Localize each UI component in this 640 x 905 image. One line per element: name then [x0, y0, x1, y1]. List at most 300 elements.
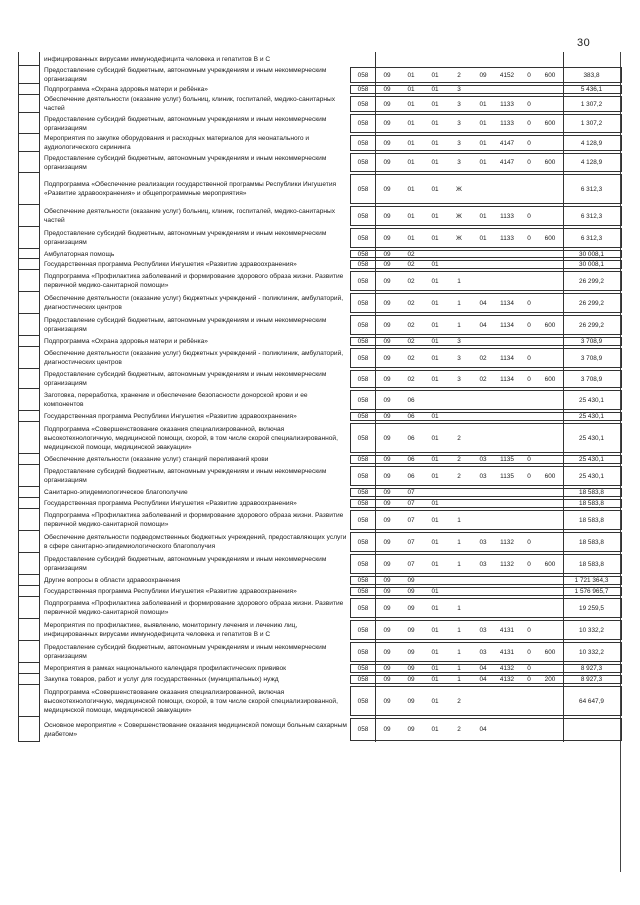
row-description-text: Мероприятия в рамках национального календаря профилактических прививок: [44, 665, 287, 672]
row-description: [44, 95, 348, 113]
cell-sum: 5 436,1: [563, 84, 621, 95]
cell-p2: [447, 498, 471, 509]
cell-p1: 01: [431, 413, 439, 420]
cell-vr: [539, 531, 561, 553]
cell-p2: 1: [457, 277, 461, 285]
cell-vr: [539, 685, 561, 717]
cell-p2: 2: [457, 434, 461, 442]
cell-p4: 1134: [500, 375, 514, 383]
row-marker-cell: [18, 454, 40, 465]
cell-p2: Ж: [456, 212, 462, 220]
cell-p5: [519, 422, 539, 454]
cell-prz: 07: [407, 500, 415, 507]
row-marker-cell: [18, 422, 40, 454]
cell-prz: 01: [407, 86, 415, 93]
cell-rz: 09: [383, 456, 391, 463]
cell-code: 058: [351, 487, 376, 498]
table-row: [18, 487, 620, 498]
row-description-text: Санитарно-эпидемиологическое благополучие: [44, 489, 188, 496]
cell-vr: 600: [544, 560, 556, 568]
cell-p5: 0: [527, 626, 531, 634]
table-row: [18, 717, 620, 742]
row-description-text: Подпрограмма «Охрана здоровья матери и ребёнка»: [44, 86, 208, 93]
cell-p2: 3: [457, 159, 461, 166]
table-row: [18, 465, 620, 487]
cell-p5: 0: [527, 354, 531, 362]
cell-prz: 06: [407, 472, 415, 480]
table-row: [18, 422, 620, 454]
cell-p5: [519, 685, 539, 717]
cell-vr: [539, 249, 561, 259]
cell-vr: [539, 586, 561, 597]
cell-code: 058: [351, 205, 376, 227]
cell-p1: 01: [431, 726, 439, 733]
cell-vr: [539, 259, 561, 270]
cell-prz: 01: [407, 212, 415, 220]
row-description-text: Подпрограмма «Профилактика заболеваний и формирование здорового образа жизни. Развитие первичной медико-санитарной помощи»: [44, 600, 344, 616]
cell-prz: 02: [407, 299, 415, 307]
cell-p3: [471, 487, 495, 498]
cell-rz: [375, 52, 399, 66]
cell-prz: 02: [407, 338, 415, 345]
cell-sum: 18 583,8: [563, 498, 621, 509]
cell-p4: 4131: [499, 648, 515, 656]
cell-p5: [519, 575, 539, 586]
cell-p4: 1133: [500, 120, 514, 127]
cell-rz: 09: [383, 299, 391, 307]
cell-p4: [495, 586, 519, 597]
cell-rz: 09: [383, 321, 391, 329]
cell-p3: [471, 575, 495, 586]
table-row: [18, 369, 620, 389]
cell-p3: 04: [479, 299, 487, 307]
row-description-text: Государственная программа Республики Ингушетия «Развитие здравоохранения»: [44, 413, 297, 420]
row-description: [44, 259, 348, 270]
table-row: [18, 205, 620, 227]
cell-p1: 01: [431, 299, 439, 307]
cell-p1: 01: [431, 139, 439, 147]
row-description: [44, 336, 348, 347]
cell-p2: 3: [457, 120, 461, 127]
table-row: [18, 52, 620, 66]
row-marker-cell: [18, 575, 40, 586]
cell-p2: 3: [457, 100, 461, 108]
cell-p3: 01: [479, 159, 487, 166]
cell-prz: 01: [407, 71, 415, 79]
row-description: [44, 66, 348, 84]
cell-p5: [519, 389, 539, 411]
table-row: [18, 575, 620, 586]
page-number: 30: [577, 37, 591, 49]
cell-code: 058: [351, 575, 376, 586]
cell-sum: 6 312,3: [563, 227, 621, 249]
row-marker-cell: [18, 509, 40, 531]
table-row: [18, 586, 620, 597]
cell-code: 058: [351, 685, 376, 717]
table-row: [18, 134, 620, 152]
cell-p1: [423, 487, 447, 498]
cell-p5: 0: [527, 456, 531, 463]
cell-p2: [447, 52, 471, 66]
cell-p1: 01: [431, 665, 439, 672]
row-description: [44, 52, 348, 66]
cell-p5: 0: [527, 159, 531, 166]
row-description: [44, 575, 348, 586]
cell-code: 058: [351, 553, 376, 575]
table-row: [18, 336, 620, 347]
cell-rz: 09: [383, 234, 391, 242]
cell-p5: 0: [527, 665, 531, 672]
cell-rz: 09: [383, 100, 391, 108]
cell-sum: 25 430,1: [563, 465, 621, 487]
cell-p3: [471, 509, 495, 531]
cell-p5: 0: [527, 139, 531, 147]
row-marker-cell: [18, 134, 40, 152]
cell-sum: 1 721 364,3: [563, 575, 621, 586]
row-marker-cell: [18, 270, 40, 292]
cell-p3: 02: [479, 354, 487, 362]
row-marker-cell: [18, 487, 40, 498]
cell-vr: 600: [544, 71, 556, 79]
row-marker-cell: [18, 685, 40, 717]
table-row: [18, 347, 620, 369]
row-description-text: Обеспечение деятельности (оказание услуг) бюджетных учреждений - поликлиник, амбулаторий, диагностических центров: [44, 295, 344, 311]
cell-p4: [495, 173, 519, 205]
cell-vr: [539, 663, 561, 674]
cell-p4: [495, 389, 519, 411]
table-row: [18, 227, 620, 249]
cell-p5: 0: [527, 676, 531, 683]
cell-rz: 09: [383, 261, 391, 268]
row-description-text: Обеспечение деятельности (оказание услуг) бюджетных учреждений - поликлиник, амбулаторий, диагностических центров: [44, 350, 344, 366]
row-marker-cell: [18, 498, 40, 509]
row-description-text: Предоставление субсидий бюджетным, автономным учреждениям и иным некоммерческим организациям: [44, 115, 327, 132]
row-description-text: Подпрограмма «Охрана здоровья матери и ребёнка»: [44, 338, 208, 345]
cell-p1: 01: [431, 456, 439, 463]
cell-p3: [471, 586, 495, 597]
cell-p5: [519, 509, 539, 531]
cell-p5: 0: [527, 472, 531, 480]
cell-p1: 01: [431, 86, 439, 93]
cell-code: 058: [351, 641, 376, 663]
table-row: [18, 663, 620, 674]
row-description: [44, 586, 348, 597]
cell-vr: [539, 52, 561, 66]
table-row: [18, 66, 620, 84]
cell-p2: [447, 487, 471, 498]
row-marker-cell: [18, 717, 40, 742]
row-marker-cell: [18, 84, 40, 95]
cell-code: 058: [351, 259, 376, 270]
cell-rz: 09: [383, 489, 391, 496]
cell-sum: 18 583,8: [563, 553, 621, 575]
cell-rz: 09: [383, 212, 391, 220]
cell-rz: 09: [383, 697, 391, 705]
row-description-text: Государственная программа Республики Ингушетия «Развитие здравоохранения»: [44, 588, 297, 595]
cell-vr: [539, 173, 561, 205]
cell-code: 058: [351, 270, 376, 292]
table-row: [18, 113, 620, 134]
cell-prz: [399, 52, 423, 66]
cell-prz: 01: [407, 185, 415, 193]
cell-p5: 0: [527, 299, 531, 307]
table-row: [18, 498, 620, 509]
cell-prz: 09: [407, 676, 415, 683]
cell-p2: [447, 586, 471, 597]
cell-p5: [519, 84, 539, 95]
cell-p1: [423, 249, 447, 259]
table-row: [18, 95, 620, 113]
cell-p4: 1134: [500, 354, 514, 362]
row-marker-cell: [18, 465, 40, 487]
cell-sum: 8 927,3: [563, 663, 621, 674]
table-row: [18, 249, 620, 259]
cell-p5: [519, 336, 539, 347]
cell-p2: 2: [457, 726, 461, 733]
row-description: [44, 531, 348, 553]
cell-vr: [539, 270, 561, 292]
cell-p5: [519, 270, 539, 292]
row-description: [44, 314, 348, 336]
row-description: [44, 389, 348, 411]
row-description: [44, 663, 348, 674]
cell-sum: 1 576 965,7: [563, 586, 621, 597]
cell-p3: 01: [479, 100, 487, 108]
cell-sum: 4 128,9: [563, 152, 621, 173]
cell-vr: [539, 619, 561, 641]
cell-p2: [447, 259, 471, 270]
cell-code: 058: [351, 422, 376, 454]
cell-p5: [519, 52, 539, 66]
cell-rz: 09: [383, 588, 391, 595]
row-marker-cell: [18, 292, 40, 314]
cell-code: 058: [351, 531, 376, 553]
row-marker-cell: [18, 641, 40, 663]
cell-p5: [519, 586, 539, 597]
cell-sum: [563, 717, 621, 742]
cell-p2: [447, 575, 471, 586]
cell-prz: 01: [407, 234, 415, 242]
row-description: [44, 597, 348, 619]
cell-vr: [539, 498, 561, 509]
cell-rz: 09: [383, 500, 391, 507]
row-marker-cell: [18, 259, 40, 270]
cell-p4: 4132: [499, 665, 515, 672]
row-description: [44, 619, 348, 641]
cell-code: 058: [351, 717, 376, 742]
cell-p2: 3: [457, 86, 461, 93]
cell-p2: Ж: [456, 185, 462, 193]
cell-p3: [471, 685, 495, 717]
cell-rz: 09: [383, 159, 391, 166]
row-description-text: Предоставление субсидий бюджетным, автономным учреждениям и иным некоммерческим организациям: [44, 67, 327, 83]
row-description: [44, 205, 348, 227]
cell-rz: 09: [383, 139, 391, 147]
cell-p4: [495, 52, 519, 66]
cell-p1: 01: [431, 71, 439, 79]
cell-prz: 09: [407, 648, 415, 656]
row-description: [44, 292, 348, 314]
cell-p4: [495, 422, 519, 454]
cell-sum: 6 312,3: [563, 173, 621, 205]
cell-p3: [471, 389, 495, 411]
cell-rz: 09: [383, 396, 391, 404]
cell-p1: 01: [431, 648, 439, 656]
cell-rz: 09: [383, 338, 391, 345]
cell-prz: 02: [407, 261, 415, 268]
cell-p1: 01: [431, 338, 439, 345]
cell-p3: 03: [479, 626, 487, 634]
cell-prz: 06: [407, 396, 415, 404]
cell-p3: 01: [479, 234, 487, 242]
cell-p3: [471, 498, 495, 509]
cell-p3: 02: [479, 375, 487, 383]
cell-p4: 1132: [500, 538, 514, 546]
cell-p3: [471, 270, 495, 292]
cell-prz: 07: [407, 489, 415, 496]
cell-code: [351, 52, 376, 66]
row-description: [44, 454, 348, 465]
cell-p3: 04: [479, 726, 487, 733]
cell-p1: 01: [431, 159, 439, 166]
cell-prz: 02: [407, 375, 415, 383]
row-marker-cell: [18, 674, 40, 685]
cell-p1: [423, 52, 447, 66]
cell-p3: 01: [479, 120, 487, 127]
cell-prz: 09: [407, 697, 415, 705]
cell-p1: 01: [431, 434, 439, 442]
row-marker-cell: [18, 619, 40, 641]
row-description: [44, 685, 348, 717]
cell-vr: 600: [544, 472, 556, 480]
cell-p1: 01: [431, 676, 439, 683]
row-description: [44, 498, 348, 509]
cell-p3: 03: [479, 456, 487, 463]
cell-code: 058: [351, 369, 376, 389]
cell-p5: [519, 249, 539, 259]
cell-p5: 0: [527, 538, 531, 546]
row-description-text: Обеспечение деятельности (оказание услуг) больниц, клиник, госпиталей, медико-санитарных частей: [44, 208, 336, 224]
table-row: [18, 173, 620, 205]
cell-p2: 2: [457, 456, 461, 463]
row-marker-cell: [18, 586, 40, 597]
cell-code: 058: [351, 498, 376, 509]
cell-p3: 03: [479, 648, 487, 656]
cell-sum: 3 708,9: [563, 369, 621, 389]
cell-p4: 4147: [499, 159, 515, 166]
row-marker-cell: [18, 205, 40, 227]
row-description-text: Подпрограмма «Профилактика заболеваний и формирование здорового образа жизни. Развитие первичной медико-санитарной помощи»: [44, 273, 344, 289]
row-description: [44, 249, 348, 259]
table-row: [18, 292, 620, 314]
cell-p5: 0: [527, 120, 531, 127]
cell-p1: 01: [431, 500, 439, 507]
row-description-text: Мероприятия по профилактике, выявлению, мониторингу лечения и лечению лиц, инфицированных вирусами иммунодефицита человека и гепатитов В и С: [44, 622, 298, 638]
row-marker-cell: [18, 314, 40, 336]
cell-p5: [519, 487, 539, 498]
row-description-text: Предоставление субсидий бюджетным, автономным учреждениям и иным некоммерческим организациям: [44, 317, 327, 333]
cell-p2: 1: [457, 321, 461, 329]
cell-p5: [519, 597, 539, 619]
cell-p4: 1132: [500, 560, 514, 568]
cell-p4: [495, 487, 519, 498]
row-marker-cell: [18, 113, 40, 134]
cell-vr: [539, 84, 561, 95]
cell-rz: 09: [383, 626, 391, 634]
cell-p1: [423, 575, 447, 586]
cell-p4: 4147: [499, 139, 515, 147]
table-row: [18, 674, 620, 685]
cell-p3: [471, 336, 495, 347]
cell-vr: [539, 389, 561, 411]
cell-p1: [423, 389, 447, 411]
table-row: [18, 553, 620, 575]
cell-code: 058: [351, 454, 376, 465]
cell-prz: 01: [407, 139, 415, 147]
cell-sum: 6 312,3: [563, 205, 621, 227]
row-description: [44, 674, 348, 685]
cell-sum: 30 008,1: [563, 259, 621, 270]
cell-prz: 01: [407, 120, 415, 127]
cell-prz: 06: [407, 456, 415, 463]
cell-code: 058: [351, 586, 376, 597]
cell-p1: 01: [431, 354, 439, 362]
cell-sum: 1 307,2: [563, 95, 621, 113]
table-row: [18, 531, 620, 553]
cell-code: 058: [351, 84, 376, 95]
cell-p4: [495, 597, 519, 619]
cell-prz: 09: [407, 665, 415, 672]
cell-sum: 30 008,1: [563, 249, 621, 259]
cell-vr: 600: [544, 120, 556, 127]
table-row: [18, 259, 620, 270]
cell-p2: 3: [457, 139, 461, 147]
cell-p1: 01: [431, 120, 439, 127]
cell-p5: 0: [527, 648, 531, 656]
row-description-text: Государственная программа Республики Ингушетия «Развитие здравоохранения»: [44, 500, 297, 507]
cell-prz: 01: [407, 159, 415, 166]
row-marker-cell: [18, 95, 40, 113]
cell-vr: 600: [544, 159, 556, 166]
cell-p3: [471, 52, 495, 66]
cell-p4: [495, 336, 519, 347]
cell-p4: [495, 411, 519, 422]
cell-prz: 02: [407, 354, 415, 362]
row-description-text: Подпрограмма «Обеспечение реализации государственной программы Республики Ингушетия «Развитие здравоохранения» и общепрограммные мероприятия»: [44, 181, 337, 197]
row-description: [44, 84, 348, 95]
cell-p4: 4132: [499, 676, 515, 683]
cell-rz: 09: [383, 676, 391, 683]
cell-p5: 0: [527, 100, 531, 108]
cell-p5: 0: [527, 321, 531, 329]
cell-p4: [495, 259, 519, 270]
cell-vr: 200: [544, 676, 556, 683]
row-description-text: Предоставление субсидий бюджетным, автономным учреждениям и иным некоммерческим организациям: [44, 468, 327, 484]
cell-p2: 1: [457, 665, 461, 672]
cell-p1: 01: [431, 560, 439, 568]
cell-sum: 8 927,3: [563, 674, 621, 685]
cell-rz: 09: [383, 185, 391, 193]
cell-sum: 18 583,8: [563, 487, 621, 498]
cell-prz: 09: [407, 604, 415, 612]
row-description-text: Подпрограмма «Совершенствование оказания специализированной, включая высокотехнологичную, медицинской помощи, скорой, в том числе скорой специализированной, медицинской помощи, медицинской эвакуации»: [44, 688, 338, 714]
cell-p2: 3: [457, 354, 461, 362]
cell-code: 058: [351, 674, 376, 685]
cell-p5: [519, 717, 539, 742]
cell-p4: [495, 575, 519, 586]
row-description-text: Обеспечение деятельности (оказание услуг) больниц, клиник, госпиталей, медико-санитарных частей: [44, 96, 336, 112]
cell-code: 058: [351, 509, 376, 531]
